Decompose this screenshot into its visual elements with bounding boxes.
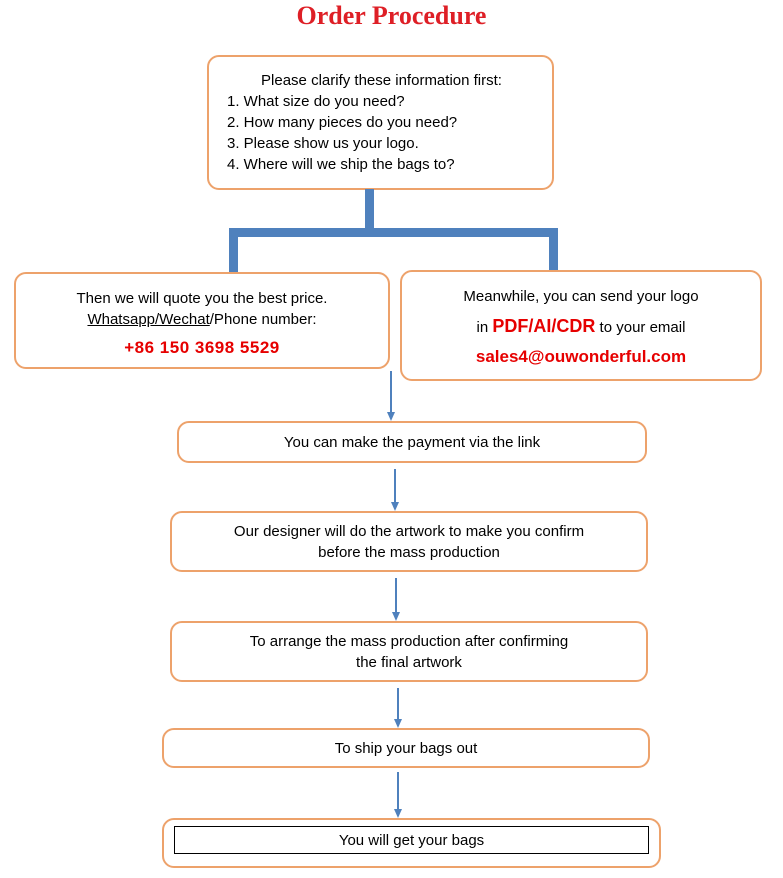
ship-box — [162, 728, 650, 768]
arrow-down-icon-ship-to-receive — [397, 772, 399, 809]
clarify-box — [207, 55, 554, 190]
payment-text: You can make the payment via the link — [283, 433, 541, 451]
clarify-item-1: 1. What size do you need? — [227, 93, 405, 110]
receive-text: You will get your bags — [338, 831, 485, 849]
ship-text: To ship your bags out — [334, 739, 478, 757]
clarify-heading: Please clarify these information first: — [261, 72, 502, 89]
connector-bar — [229, 228, 558, 237]
connector-drop-left — [229, 228, 238, 273]
file-formats: PDF/AI/CDR — [492, 315, 596, 336]
quote-box — [14, 272, 390, 369]
clarify-item-4: 4. Where will we ship the bags to? — [227, 156, 455, 173]
quote-line1: Then we will quote you the best price. — [76, 289, 328, 307]
logo-line2-prefix: in — [476, 318, 493, 336]
logo-box — [400, 270, 762, 381]
artwork-line1: Our designer will do the artwork to make you confirm — [233, 522, 585, 540]
production-box — [170, 621, 648, 682]
receive-inner-box — [174, 826, 649, 854]
phone-number: +86 150 3698 5529 — [124, 337, 280, 357]
payment-box — [177, 421, 647, 463]
clarify-item-3: 3. Please show us your logo. — [227, 135, 419, 152]
arrow-down-icon-payment-to-artwork — [394, 469, 396, 502]
production-line1: To arrange the mass production after confirming — [249, 632, 569, 650]
artwork-line2: before the mass production — [318, 543, 500, 561]
quote-contact-methods: Whatsapp/Wechat — [87, 310, 210, 328]
logo-line2 — [477, 316, 686, 338]
arrow-down-icon-production-to-ship — [397, 688, 399, 719]
artwork-box — [170, 511, 648, 572]
production-line2: the final artwork — [356, 653, 462, 671]
quote-line2-rest: /Phone number: — [209, 310, 317, 328]
logo-line2-suffix: to your email — [595, 318, 686, 336]
page-title: Order Procedure — [296, 1, 487, 30]
connector-drop-right — [549, 228, 558, 271]
receive-box — [162, 818, 661, 868]
clarify-item-2: 2. How many pieces do you need? — [227, 114, 458, 131]
connector-stem — [365, 189, 374, 229]
arrow-down-icon-quote-to-payment — [390, 371, 392, 412]
quote-line2 — [87, 309, 316, 330]
arrow-down-icon-artwork-to-production — [395, 578, 397, 612]
email-address: sales4@ouwonderful.com — [475, 347, 687, 366]
logo-line1: Meanwhile, you can send your logo — [463, 288, 699, 305]
